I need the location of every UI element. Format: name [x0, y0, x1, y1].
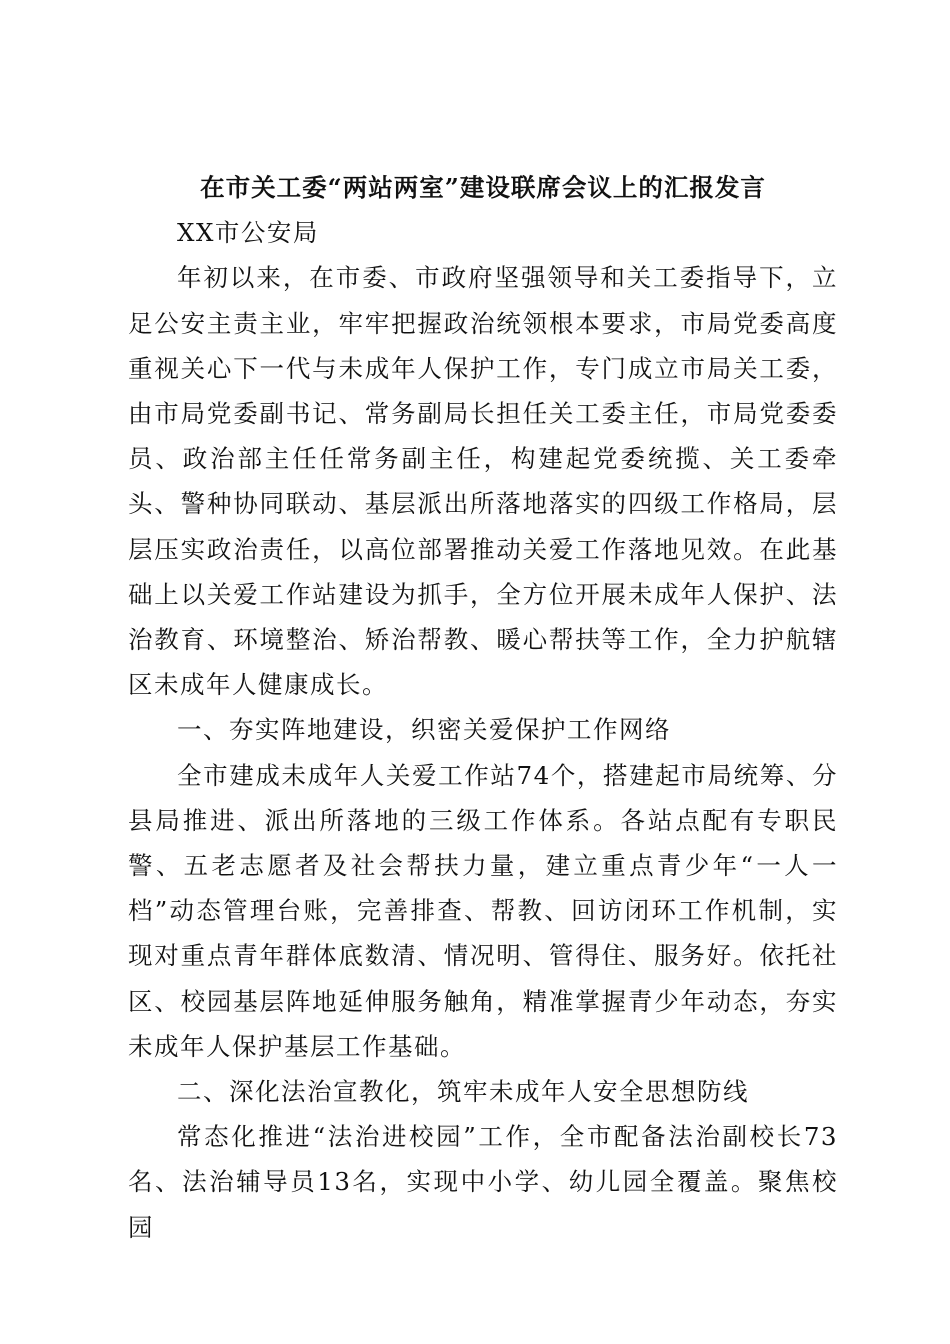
paragraph-intro: 年初以来，在市委、市政府坚强领导和关工委指导下，立足公安主责主业，牢牢把握政治统领根本要求，市局党委高度重视关心下一代与未成年人保护工作，专门成立市局关工委，由市局党委副书记、常务副局长担任关工委主任，市局党委委员、政治部主任任常务副主任，构建起党委统揽、关工委牵头、警种协同联动、基层派出所落地落实的四级工作格局，层层压实政治责任，以高位部署推动关爱工作落地见效。在此基础上以关爱工作站建设为抓手，全方位开展未成年人保护、法治教育、环境整治、矫治帮教、暖心帮扶等工作，全力护航辖区未成年人健康成长。: [128, 263, 838, 700]
document-body: [128, 165, 838, 1250]
section-heading-2: 二、深化法治宣教化，筑牢未成年人安全思想防线: [177, 1077, 749, 1107]
paragraph-section-1: 全市建成未成年人关爱工作站74个，搭建起市局统筹、分县局推进、派出所落地的三级工作体系。各站点配有专职民警、五老志愿者及社会帮扶力量，建立重点青少年“一人一档”动态管理台账，完善排查、帮教、回访闭环工作机制，实现对重点青年群体底数清、情况明、管得住、服务好。依托社区、校园基层阵地延伸服务触角，精准掌握青少年动态，夯实未成年人保护基层工作基础。: [128, 760, 838, 1061]
section-heading-1: 一、夯实阵地建设，织密关爱保护工作网络: [177, 715, 671, 745]
document-title: 在市关工委“两站两室”建设联席会议上的汇报发言: [200, 173, 766, 202]
paragraph-section-2: 常态化推进“法治进校园”工作，全市配备法治副校长73名、法治辅导员13名，实现中小学、幼儿园全覆盖。聚焦校园: [128, 1122, 838, 1242]
document-author: XX市公安局: [177, 218, 319, 248]
